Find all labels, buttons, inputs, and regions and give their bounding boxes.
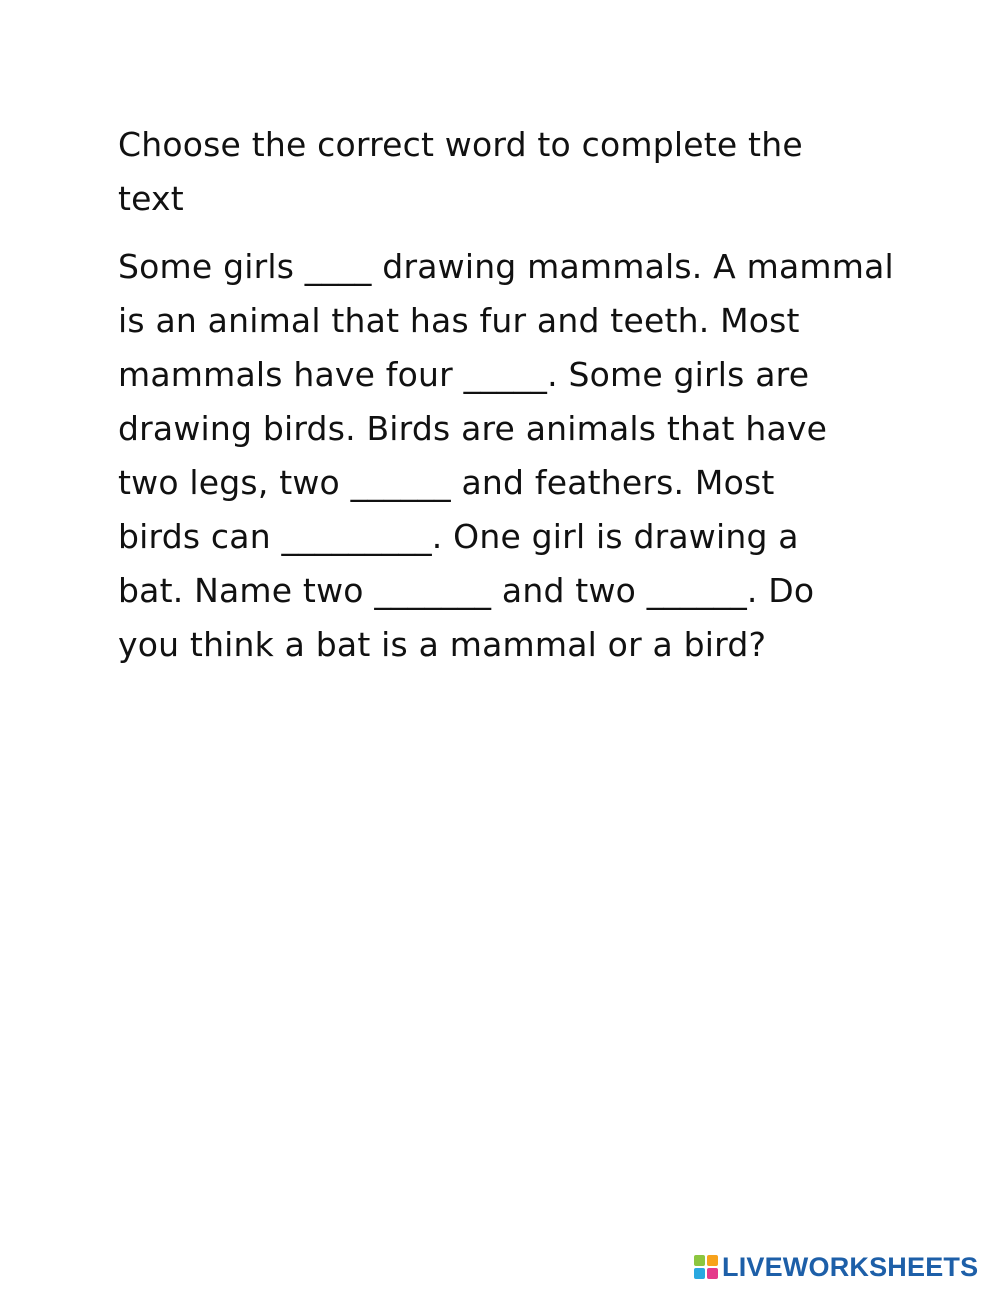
passage-line: drawing birds. Birds are animals that have [118,409,828,448]
logo-tile [694,1255,705,1266]
worksheet [118,118,898,664]
fill-in-passage [118,240,898,672]
liveworksheets-logo-icon [694,1255,718,1279]
logo-tile [694,1268,705,1279]
passage-line: birds can _________. One girl is drawing a [118,517,799,556]
passage-line: Some girls ____ drawing mammals. A mammal [118,247,894,286]
logo-text: LIVEWORKSHEETS [722,1251,979,1282]
instruction-line: Choose the correct word to complete the [118,125,803,164]
passage-line: mammals have four _____. Some girls are [118,355,810,394]
logo-tile [707,1255,718,1266]
instruction-line: text [118,179,184,218]
logo-tile [707,1268,718,1279]
liveworksheets-logo [694,1252,978,1282]
worksheet-instruction [118,118,898,226]
passage-line: you think a bat is a mammal or a bird? [118,625,767,664]
passage-line: two legs, two ______ and feathers. Most [118,463,775,502]
passage-line: is an animal that has fur and teeth. Most [118,301,800,340]
passage-line: bat. Name two _______ and two ______. Do [118,571,815,610]
